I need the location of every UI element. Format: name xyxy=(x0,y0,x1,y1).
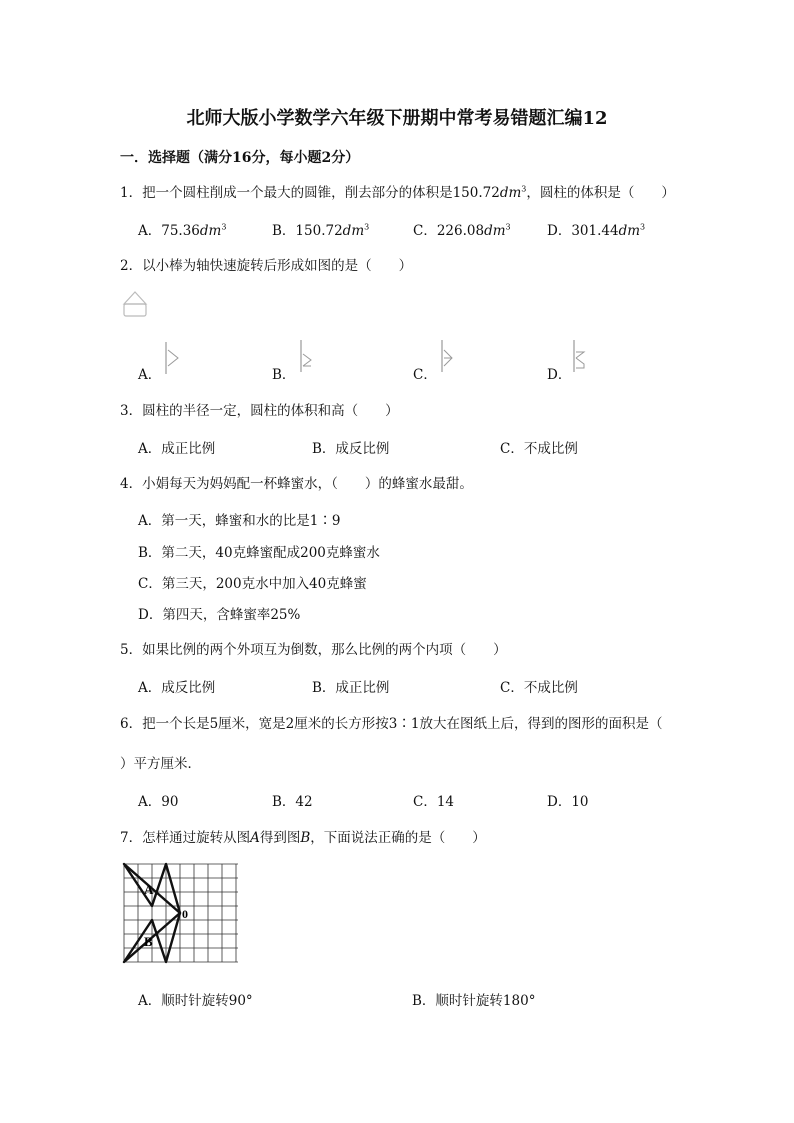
figure-label-a: A xyxy=(144,882,154,897)
q5-option-b[interactable]: B．成正比例 xyxy=(312,680,390,696)
q6-option-a[interactable]: A．90 xyxy=(138,794,179,810)
q1-option-b[interactable] xyxy=(272,219,369,239)
unit: dm xyxy=(199,223,222,239)
section-heading: 一．选择题（满分16分，每小题2分） xyxy=(120,150,360,166)
q1-option-c[interactable] xyxy=(413,219,511,239)
stick-figure-b xyxy=(295,338,319,374)
q4-option-d[interactable]: D．第四天，含蜂蜜率25% xyxy=(138,607,301,623)
stick-figure-a xyxy=(160,340,184,376)
figure-label-o: 0 xyxy=(182,907,188,921)
stick-figure-d xyxy=(568,338,592,374)
unit-exponent: 3 xyxy=(521,184,527,194)
option-label: C．226.08 xyxy=(413,223,485,239)
question-4-stem: 4．小娟每天为妈妈配一杯蜂蜜水，（ ）的蜂蜜水最甜。 xyxy=(120,476,473,492)
q4-option-b[interactable]: B．第二天，40克蜂蜜配成200克蜂蜜水 xyxy=(138,545,380,561)
q6-option-b[interactable]: B．42 xyxy=(272,794,313,810)
q4-option-c[interactable]: C．第三天，200克水中加入40克蜂蜜 xyxy=(138,576,367,592)
unit: dm xyxy=(342,223,365,239)
question-1-stem-b: ，圆柱的体积是（ ） xyxy=(526,185,675,201)
q2-option-b[interactable]: B． xyxy=(272,367,296,383)
question-1 xyxy=(120,181,675,201)
q7-option-a[interactable]: A．顺时针旋转90° xyxy=(138,993,253,1009)
option-label: D．301.44 xyxy=(547,223,619,239)
q2-option-c[interactable]: C． xyxy=(413,367,437,383)
figure-b-ref: B xyxy=(300,830,311,846)
question-1-stem-a: 1．把一个圆柱削成一个最大的圆锥，削去部分的体积是150.72 xyxy=(120,185,500,201)
stem-part: ，下面说法正确的是（ ） xyxy=(310,830,486,846)
rotated-solid-figure xyxy=(120,288,150,320)
question-6-stem-a: 6．把一个长是5厘米，宽是2厘米的长方形按3∶1放大在图纸上后，得到的图形的面积是（ xyxy=(120,716,663,732)
q3-option-b[interactable]: B．成反比例 xyxy=(312,441,390,457)
question-7-stem xyxy=(120,826,486,846)
q4-option-a[interactable]: A．第一天，蜂蜜和水的比是1∶9 xyxy=(138,513,341,529)
unit: dm xyxy=(484,223,506,239)
figure-label-b: B xyxy=(144,934,153,949)
q2-option-a[interactable]: A． xyxy=(138,367,162,383)
q3-option-c[interactable]: C．不成比例 xyxy=(500,441,578,457)
q1-option-a[interactable] xyxy=(138,219,226,239)
question-5-stem: 5．如果比例的两个外项互为倒数，那么比例的两个内项（ ） xyxy=(120,642,507,658)
question-6-stem-b: ）平方厘米． xyxy=(120,756,201,772)
q5-option-c[interactable]: C．不成比例 xyxy=(500,680,578,696)
unit-exponent: 3 xyxy=(221,222,227,232)
option-label: B．150.72 xyxy=(272,223,343,239)
question-2-stem: 2．以小棒为轴快速旋转后形成如图的是（ ） xyxy=(120,258,413,274)
unit-exponent: 3 xyxy=(640,222,646,232)
q5-option-a[interactable]: A．成反比例 xyxy=(138,680,216,696)
option-label: A．75.36 xyxy=(138,223,200,239)
rotation-grid-figure xyxy=(122,862,242,972)
unit: dm xyxy=(618,223,641,239)
q7-option-b[interactable]: B．顺时针旋转180° xyxy=(412,993,536,1009)
question-3-stem: 3．圆柱的半径一定，圆柱的体积和高（ ） xyxy=(120,403,399,419)
stem-part: 得到图 xyxy=(259,830,301,846)
stick-figure-c xyxy=(436,338,460,374)
q6-option-d[interactable]: D．10 xyxy=(547,794,589,810)
stem-part: 7．怎样通过旋转从图 xyxy=(120,830,251,846)
figure-a-ref: A xyxy=(250,830,260,846)
unit-exponent: 3 xyxy=(364,222,370,232)
q3-option-a[interactable]: A．成正比例 xyxy=(138,441,216,457)
q1-option-d[interactable] xyxy=(547,219,645,239)
unit: dm xyxy=(499,185,522,201)
unit-exponent: 3 xyxy=(505,222,511,232)
page-title: 北师大版小学数学六年级下册期中常考易错题汇编12 xyxy=(186,108,608,129)
q2-option-d[interactable]: D． xyxy=(547,367,572,383)
q6-option-c[interactable]: C．14 xyxy=(413,794,455,810)
